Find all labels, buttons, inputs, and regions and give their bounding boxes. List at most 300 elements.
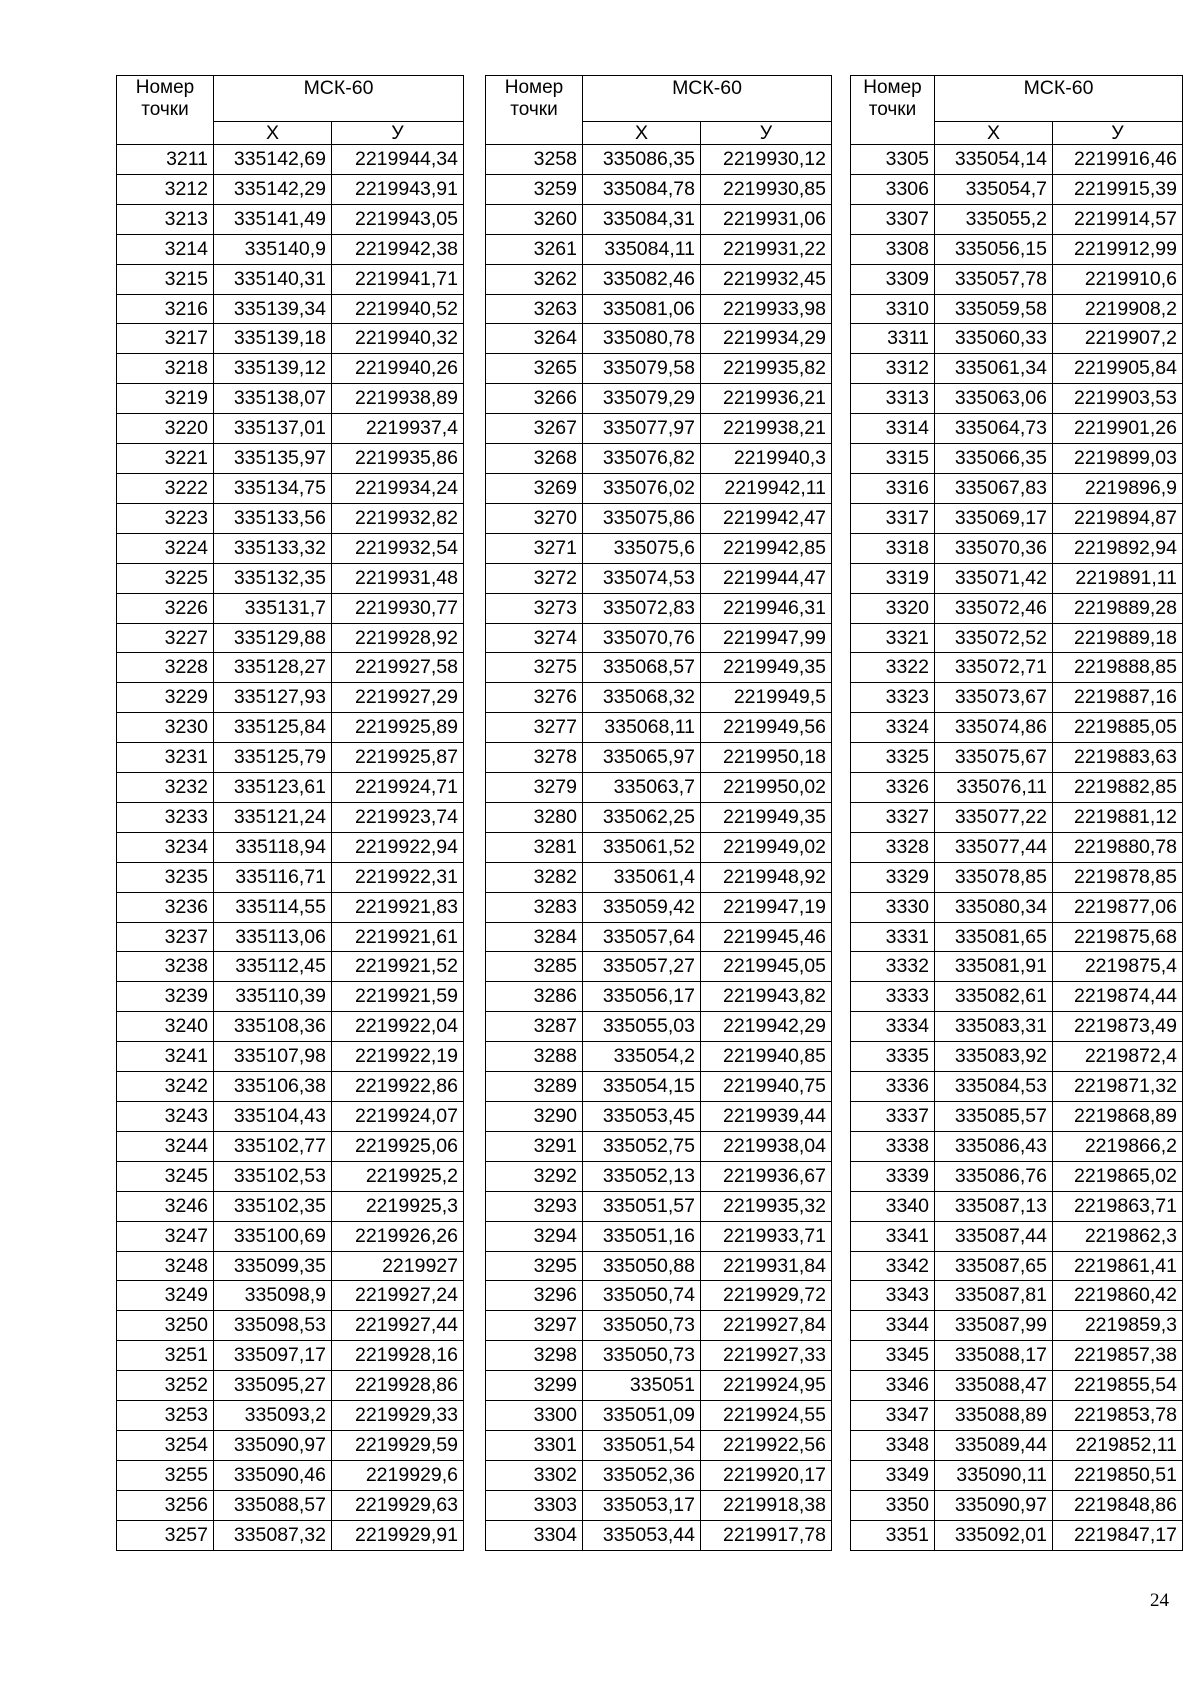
x-coordinate: 335061,4 bbox=[583, 862, 701, 892]
x-coordinate: 335088,89 bbox=[935, 1401, 1053, 1431]
table-row bbox=[486, 174, 832, 204]
x-coordinate: 335079,58 bbox=[583, 354, 701, 384]
table-row bbox=[117, 713, 464, 743]
x-coordinate: 335055,03 bbox=[583, 1012, 701, 1042]
point-number: 3291 bbox=[486, 1131, 583, 1161]
point-number: 3308 bbox=[851, 234, 935, 264]
point-number: 3322 bbox=[851, 653, 935, 683]
y-coordinate: 2219892,94 bbox=[1053, 533, 1183, 563]
x-coordinate: 335142,69 bbox=[214, 145, 332, 175]
y-coordinate: 2219931,48 bbox=[332, 563, 464, 593]
y-coordinate: 2219881,12 bbox=[1053, 802, 1183, 832]
y-coordinate: 2219940,52 bbox=[332, 294, 464, 324]
table-row bbox=[117, 1042, 464, 1072]
y-coordinate: 2219873,49 bbox=[1053, 1012, 1183, 1042]
x-coordinate: 335089,44 bbox=[935, 1430, 1053, 1460]
point-number: 3328 bbox=[851, 832, 935, 862]
y-coordinate: 2219921,52 bbox=[332, 952, 464, 982]
table-row bbox=[486, 653, 832, 683]
x-coordinate: 335133,32 bbox=[214, 533, 332, 563]
x-coordinate: 335090,97 bbox=[935, 1490, 1053, 1520]
x-coordinate: 335134,75 bbox=[214, 473, 332, 503]
y-coordinate: 2219929,91 bbox=[332, 1520, 464, 1550]
y-coordinate: 2219896,9 bbox=[1053, 473, 1183, 503]
table-row bbox=[851, 1042, 1183, 1072]
table-row bbox=[851, 653, 1183, 683]
y-coordinate: 2219922,86 bbox=[332, 1072, 464, 1102]
x-coordinate: 335086,76 bbox=[935, 1161, 1053, 1191]
table-row bbox=[486, 1430, 832, 1460]
y-coordinate: 2219850,51 bbox=[1053, 1460, 1183, 1490]
table-row bbox=[851, 1161, 1183, 1191]
x-coordinate: 335099,35 bbox=[214, 1251, 332, 1281]
x-coordinate: 335116,71 bbox=[214, 862, 332, 892]
y-coordinate: 2219926,26 bbox=[332, 1221, 464, 1251]
table-row bbox=[851, 1012, 1183, 1042]
y-coordinate: 2219863,71 bbox=[1053, 1191, 1183, 1221]
table-row bbox=[486, 862, 832, 892]
point-number: 3300 bbox=[486, 1401, 583, 1431]
x-coordinate: 335092,01 bbox=[935, 1520, 1053, 1550]
x-coordinate: 335060,33 bbox=[935, 324, 1053, 354]
y-coordinate: 2219885,05 bbox=[1053, 713, 1183, 743]
point-number: 3317 bbox=[851, 503, 935, 533]
y-coordinate: 2219927,44 bbox=[332, 1311, 464, 1341]
y-coordinate: 2219949,5 bbox=[701, 683, 832, 713]
table-row bbox=[486, 1102, 832, 1132]
y-coordinate: 2219942,38 bbox=[332, 234, 464, 264]
point-number: 3318 bbox=[851, 533, 935, 563]
table-row bbox=[851, 1102, 1183, 1132]
table-row bbox=[486, 473, 832, 503]
x-coordinate: 335087,13 bbox=[935, 1191, 1053, 1221]
table-row bbox=[117, 1221, 464, 1251]
point-number: 3336 bbox=[851, 1072, 935, 1102]
y-coordinate: 2219927,84 bbox=[701, 1311, 832, 1341]
point-number: 3222 bbox=[117, 473, 214, 503]
point-number: 3346 bbox=[851, 1371, 935, 1401]
point-number: 3286 bbox=[486, 982, 583, 1012]
coordinate-system-header: МСК-60 bbox=[935, 76, 1183, 122]
y-coordinate: 2219922,04 bbox=[332, 1012, 464, 1042]
table-row bbox=[486, 892, 832, 922]
x-coordinate: 335050,88 bbox=[583, 1251, 701, 1281]
x-coordinate: 335082,46 bbox=[583, 264, 701, 294]
x-coordinate: 335061,34 bbox=[935, 354, 1053, 384]
table-row bbox=[486, 354, 832, 384]
point-number: 3349 bbox=[851, 1460, 935, 1490]
point-number: 3340 bbox=[851, 1191, 935, 1221]
y-coordinate: 2219925,89 bbox=[332, 713, 464, 743]
table-row bbox=[486, 922, 832, 952]
y-coordinate: 2219927,33 bbox=[701, 1341, 832, 1371]
y-coordinate: 2219935,86 bbox=[332, 444, 464, 474]
point-number: 3228 bbox=[117, 653, 214, 683]
table-row bbox=[486, 204, 832, 234]
x-coordinate: 335095,27 bbox=[214, 1371, 332, 1401]
table-row bbox=[851, 1311, 1183, 1341]
y-coordinate: 2219920,17 bbox=[701, 1460, 832, 1490]
y-coordinate: 2219949,35 bbox=[701, 802, 832, 832]
y-coordinate: 2219927,24 bbox=[332, 1281, 464, 1311]
y-coordinate: 2219947,99 bbox=[701, 623, 832, 653]
y-coordinate: 2219868,89 bbox=[1053, 1102, 1183, 1132]
point-number: 3339 bbox=[851, 1161, 935, 1191]
x-coordinate: 335097,17 bbox=[214, 1341, 332, 1371]
x-coordinate: 335098,53 bbox=[214, 1311, 332, 1341]
x-coordinate: 335070,76 bbox=[583, 623, 701, 653]
point-number: 3295 bbox=[486, 1251, 583, 1281]
x-coordinate: 335059,42 bbox=[583, 892, 701, 922]
table-row bbox=[486, 1131, 832, 1161]
x-coordinate: 335110,39 bbox=[214, 982, 332, 1012]
table-row bbox=[486, 1042, 832, 1072]
x-coordinate: 335084,31 bbox=[583, 204, 701, 234]
y-coordinate: 2219930,77 bbox=[332, 593, 464, 623]
x-coordinate: 335072,52 bbox=[935, 623, 1053, 653]
y-coordinate: 2219950,18 bbox=[701, 743, 832, 773]
table-row bbox=[117, 414, 464, 444]
table-row bbox=[851, 862, 1183, 892]
y-coordinate: 2219921,83 bbox=[332, 892, 464, 922]
table-row bbox=[486, 683, 832, 713]
y-coordinate: 2219942,85 bbox=[701, 533, 832, 563]
x-coordinate: 335141,49 bbox=[214, 204, 332, 234]
x-coordinate: 335084,78 bbox=[583, 174, 701, 204]
point-number: 3261 bbox=[486, 234, 583, 264]
point-number: 3302 bbox=[486, 1460, 583, 1490]
point-number: 3293 bbox=[486, 1191, 583, 1221]
y-header: У bbox=[1053, 122, 1183, 145]
y-coordinate: 2219934,24 bbox=[332, 473, 464, 503]
point-number: 3294 bbox=[486, 1221, 583, 1251]
y-coordinate: 2219938,89 bbox=[332, 384, 464, 414]
x-coordinate: 335129,88 bbox=[214, 623, 332, 653]
point-number: 3226 bbox=[117, 593, 214, 623]
x-coordinate: 335053,45 bbox=[583, 1102, 701, 1132]
x-coordinate: 335112,45 bbox=[214, 952, 332, 982]
y-coordinate: 2219927,29 bbox=[332, 683, 464, 713]
table-row bbox=[486, 1072, 832, 1102]
point-number: 3251 bbox=[117, 1341, 214, 1371]
point-number: 3213 bbox=[117, 204, 214, 234]
x-header: Х bbox=[935, 122, 1053, 145]
table-row bbox=[117, 1401, 464, 1431]
table-row bbox=[851, 563, 1183, 593]
table-row bbox=[486, 1221, 832, 1251]
y-coordinate: 2219932,82 bbox=[332, 503, 464, 533]
point-number: 3351 bbox=[851, 1520, 935, 1550]
point-number: 3233 bbox=[117, 802, 214, 832]
x-coordinate: 335054,7 bbox=[935, 174, 1053, 204]
y-coordinate: 2219875,68 bbox=[1053, 922, 1183, 952]
table-row bbox=[117, 1311, 464, 1341]
table-row bbox=[851, 264, 1183, 294]
point-number: 3331 bbox=[851, 922, 935, 952]
x-coordinate: 335102,53 bbox=[214, 1161, 332, 1191]
x-coordinate: 335086,35 bbox=[583, 145, 701, 175]
y-coordinate: 2219878,85 bbox=[1053, 862, 1183, 892]
y-coordinate: 2219940,32 bbox=[332, 324, 464, 354]
x-coordinate: 335062,25 bbox=[583, 802, 701, 832]
y-coordinate: 2219946,31 bbox=[701, 593, 832, 623]
y-coordinate: 2219866,2 bbox=[1053, 1131, 1183, 1161]
y-coordinate: 2219894,87 bbox=[1053, 503, 1183, 533]
x-coordinate: 335106,38 bbox=[214, 1072, 332, 1102]
table-row bbox=[486, 982, 832, 1012]
point-number: 3330 bbox=[851, 892, 935, 922]
table-row bbox=[851, 1460, 1183, 1490]
x-coordinate: 335138,07 bbox=[214, 384, 332, 414]
x-coordinate: 335077,22 bbox=[935, 802, 1053, 832]
table-row bbox=[851, 384, 1183, 414]
table-row bbox=[486, 1460, 832, 1490]
x-coordinate: 335072,83 bbox=[583, 593, 701, 623]
point-number: 3327 bbox=[851, 802, 935, 832]
y-coordinate: 2219930,12 bbox=[701, 145, 832, 175]
y-coordinate: 2219935,82 bbox=[701, 354, 832, 384]
point-number: 3350 bbox=[851, 1490, 935, 1520]
point-number: 3234 bbox=[117, 832, 214, 862]
y-coordinate: 2219905,84 bbox=[1053, 354, 1183, 384]
y-coordinate: 2219924,07 bbox=[332, 1102, 464, 1132]
table-row bbox=[851, 473, 1183, 503]
y-coordinate: 2219934,29 bbox=[701, 324, 832, 354]
point-number: 3303 bbox=[486, 1490, 583, 1520]
y-coordinate: 2219933,98 bbox=[701, 294, 832, 324]
point-number: 3311 bbox=[851, 324, 935, 354]
table-row bbox=[486, 1191, 832, 1221]
y-coordinate: 2219945,05 bbox=[701, 952, 832, 982]
table-row bbox=[851, 1221, 1183, 1251]
y-coordinate: 2219921,61 bbox=[332, 922, 464, 952]
point-number: 3244 bbox=[117, 1131, 214, 1161]
x-coordinate: 335139,18 bbox=[214, 324, 332, 354]
table-row bbox=[851, 503, 1183, 533]
y-coordinate: 2219939,44 bbox=[701, 1102, 832, 1132]
y-coordinate: 2219927 bbox=[332, 1251, 464, 1281]
x-coordinate: 335081,91 bbox=[935, 952, 1053, 982]
x-coordinate: 335125,79 bbox=[214, 743, 332, 773]
x-coordinate: 335123,61 bbox=[214, 773, 332, 803]
x-coordinate: 335131,7 bbox=[214, 593, 332, 623]
x-coordinate: 335059,58 bbox=[935, 294, 1053, 324]
x-coordinate: 335050,73 bbox=[583, 1311, 701, 1341]
x-coordinate: 335090,46 bbox=[214, 1460, 332, 1490]
x-coordinate: 335132,35 bbox=[214, 563, 332, 593]
y-header: У bbox=[701, 122, 832, 145]
y-coordinate: 2219942,29 bbox=[701, 1012, 832, 1042]
point-number: 3341 bbox=[851, 1221, 935, 1251]
point-number: 3237 bbox=[117, 922, 214, 952]
y-coordinate: 2219943,91 bbox=[332, 174, 464, 204]
x-coordinate: 335098,9 bbox=[214, 1281, 332, 1311]
table-row bbox=[486, 1371, 832, 1401]
x-coordinate: 335057,78 bbox=[935, 264, 1053, 294]
point-number: 3324 bbox=[851, 713, 935, 743]
x-coordinate: 335093,2 bbox=[214, 1401, 332, 1431]
y-coordinate: 2219944,47 bbox=[701, 563, 832, 593]
table-row bbox=[486, 414, 832, 444]
table-row bbox=[486, 294, 832, 324]
point-number: 3247 bbox=[117, 1221, 214, 1251]
y-coordinate: 2219937,4 bbox=[332, 414, 464, 444]
point-number: 3229 bbox=[117, 683, 214, 713]
x-coordinate: 335087,32 bbox=[214, 1520, 332, 1550]
x-coordinate: 335118,94 bbox=[214, 832, 332, 862]
table-row bbox=[486, 832, 832, 862]
point-number: 3316 bbox=[851, 473, 935, 503]
table-row bbox=[851, 444, 1183, 474]
table-row bbox=[851, 922, 1183, 952]
point-number: 3338 bbox=[851, 1131, 935, 1161]
point-number: 3344 bbox=[851, 1311, 935, 1341]
x-coordinate: 335065,97 bbox=[583, 743, 701, 773]
x-coordinate: 335085,57 bbox=[935, 1102, 1053, 1132]
x-coordinate: 335053,17 bbox=[583, 1490, 701, 1520]
table-row bbox=[851, 952, 1183, 982]
x-coordinate: 335050,73 bbox=[583, 1341, 701, 1371]
point-number: 3262 bbox=[486, 264, 583, 294]
y-coordinate: 2219928,92 bbox=[332, 623, 464, 653]
point-number: 3231 bbox=[117, 743, 214, 773]
y-coordinate: 2219877,06 bbox=[1053, 892, 1183, 922]
table-row bbox=[486, 952, 832, 982]
point-number: 3345 bbox=[851, 1341, 935, 1371]
point-number: 3335 bbox=[851, 1042, 935, 1072]
y-coordinate: 2219887,16 bbox=[1053, 683, 1183, 713]
y-coordinate: 2219852,11 bbox=[1053, 1430, 1183, 1460]
x-coordinate: 335139,12 bbox=[214, 354, 332, 384]
x-coordinate: 335077,44 bbox=[935, 832, 1053, 862]
point-number: 3274 bbox=[486, 623, 583, 653]
y-coordinate: 2219901,26 bbox=[1053, 414, 1183, 444]
point-number: 3263 bbox=[486, 294, 583, 324]
y-coordinate: 2219929,72 bbox=[701, 1281, 832, 1311]
y-coordinate: 2219949,02 bbox=[701, 832, 832, 862]
table-row bbox=[851, 802, 1183, 832]
table-row bbox=[851, 832, 1183, 862]
table-row bbox=[486, 1341, 832, 1371]
table-row bbox=[117, 1191, 464, 1221]
y-coordinate: 2219908,2 bbox=[1053, 294, 1183, 324]
point-number: 3288 bbox=[486, 1042, 583, 1072]
y-coordinate: 2219925,3 bbox=[332, 1191, 464, 1221]
table-row bbox=[851, 1281, 1183, 1311]
point-number: 3238 bbox=[117, 952, 214, 982]
point-number: 3329 bbox=[851, 862, 935, 892]
x-coordinate: 335072,71 bbox=[935, 653, 1053, 683]
table-row bbox=[851, 1490, 1183, 1520]
x-coordinate: 335090,11 bbox=[935, 1460, 1053, 1490]
point-number: 3259 bbox=[486, 174, 583, 204]
table-row bbox=[486, 1401, 832, 1431]
point-number: 3227 bbox=[117, 623, 214, 653]
table-row bbox=[117, 653, 464, 683]
x-coordinate: 335063,06 bbox=[935, 384, 1053, 414]
x-coordinate: 335054,2 bbox=[583, 1042, 701, 1072]
x-coordinate: 335113,06 bbox=[214, 922, 332, 952]
table-row bbox=[117, 982, 464, 1012]
y-coordinate: 2219945,46 bbox=[701, 922, 832, 952]
table-row bbox=[486, 1490, 832, 1520]
x-coordinate: 335074,53 bbox=[583, 563, 701, 593]
point-number: 3333 bbox=[851, 982, 935, 1012]
x-coordinate: 335068,11 bbox=[583, 713, 701, 743]
point-number: 3235 bbox=[117, 862, 214, 892]
point-number: 3348 bbox=[851, 1430, 935, 1460]
y-coordinate: 2219855,54 bbox=[1053, 1371, 1183, 1401]
y-coordinate: 2219943,05 bbox=[332, 204, 464, 234]
point-number: 3271 bbox=[486, 533, 583, 563]
point-number: 3258 bbox=[486, 145, 583, 175]
y-coordinate: 2219880,78 bbox=[1053, 832, 1183, 862]
x-coordinate: 335080,34 bbox=[935, 892, 1053, 922]
x-coordinate: 335087,65 bbox=[935, 1251, 1053, 1281]
x-coordinate: 335125,84 bbox=[214, 713, 332, 743]
x-coordinate: 335139,34 bbox=[214, 294, 332, 324]
y-coordinate: 2219929,33 bbox=[332, 1401, 464, 1431]
table-row bbox=[486, 593, 832, 623]
table-row bbox=[486, 1281, 832, 1311]
point-number: 3270 bbox=[486, 503, 583, 533]
table-row bbox=[486, 234, 832, 264]
table-row bbox=[117, 145, 464, 175]
table-row bbox=[486, 1012, 832, 1042]
table-row bbox=[851, 354, 1183, 384]
point-number: 3221 bbox=[117, 444, 214, 474]
y-coordinate: 2219950,02 bbox=[701, 773, 832, 803]
point-number: 3334 bbox=[851, 1012, 935, 1042]
point-number: 3249 bbox=[117, 1281, 214, 1311]
point-number: 3309 bbox=[851, 264, 935, 294]
y-coordinate: 2219943,82 bbox=[701, 982, 832, 1012]
point-number: 3264 bbox=[486, 324, 583, 354]
point-number: 3268 bbox=[486, 444, 583, 474]
y-coordinate: 2219918,38 bbox=[701, 1490, 832, 1520]
point-number: 3214 bbox=[117, 234, 214, 264]
x-coordinate: 335050,74 bbox=[583, 1281, 701, 1311]
point-number: 3281 bbox=[486, 832, 583, 862]
point-number: 3279 bbox=[486, 773, 583, 803]
y-coordinate: 2219922,19 bbox=[332, 1042, 464, 1072]
table-row bbox=[486, 1251, 832, 1281]
point-number: 3242 bbox=[117, 1072, 214, 1102]
y-coordinate: 2219929,63 bbox=[332, 1490, 464, 1520]
table-row bbox=[851, 1131, 1183, 1161]
point-number: 3277 bbox=[486, 713, 583, 743]
table-row bbox=[117, 832, 464, 862]
table-row bbox=[851, 1371, 1183, 1401]
coordinates-table-1 bbox=[116, 75, 464, 1551]
y-coordinate: 2219859,3 bbox=[1053, 1311, 1183, 1341]
point-number: 3273 bbox=[486, 593, 583, 623]
table-row bbox=[117, 1460, 464, 1490]
y-coordinate: 2219924,95 bbox=[701, 1371, 832, 1401]
table-row bbox=[117, 533, 464, 563]
point-number: 3314 bbox=[851, 414, 935, 444]
x-coordinate: 335051,54 bbox=[583, 1430, 701, 1460]
x-coordinate: 335108,36 bbox=[214, 1012, 332, 1042]
point-number: 3289 bbox=[486, 1072, 583, 1102]
point-number: 3304 bbox=[486, 1520, 583, 1550]
table-row bbox=[117, 683, 464, 713]
y-coordinate: 2219874,44 bbox=[1053, 982, 1183, 1012]
x-coordinate: 335056,15 bbox=[935, 234, 1053, 264]
table-row bbox=[117, 1131, 464, 1161]
y-coordinate: 2219912,99 bbox=[1053, 234, 1183, 264]
x-coordinate: 335067,83 bbox=[935, 473, 1053, 503]
